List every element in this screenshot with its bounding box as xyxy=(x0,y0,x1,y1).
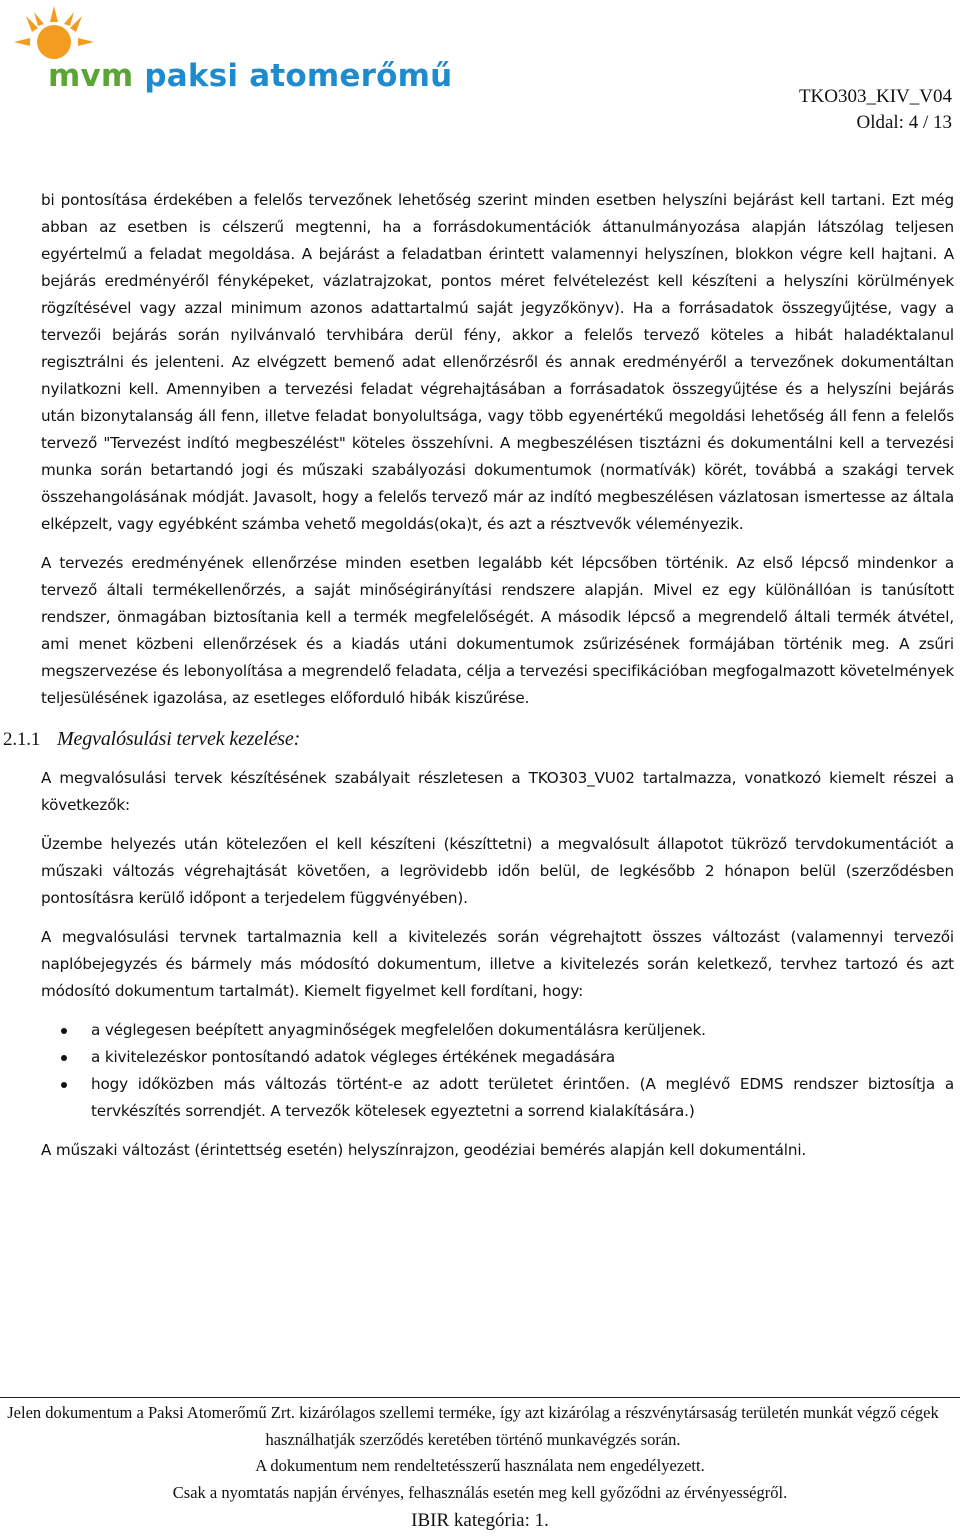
footer-divider xyxy=(0,1397,960,1398)
paragraph-6: A műszaki változást (érintettség esetén) helyszínrajzon, geodéziai bemérés alapján kell dokumentálni. xyxy=(41,1141,807,1159)
document-code: TKO303_KIV_V04 xyxy=(798,86,952,107)
paragraph-5: A megvalósulási tervnek tartalmaznia kell a kivitelezés során végrehajtott összes változást (valamennyi tervezői naplóbejegyzés és bármely más módosító dokumentum, illetve a kivitelezés során keletkező, tervhez tartozó és azt módosító dokumentum tartalmát). Kiemelt figyelmet kell fordítani, hogy: xyxy=(41,928,954,1000)
company-logo xyxy=(4,4,453,96)
logo-mvm: mvm xyxy=(48,58,134,94)
section-title: Megvalósulási tervek kezelése: xyxy=(57,728,301,750)
logo-paksi-atomeromu: paksi atomerőmű xyxy=(144,58,453,94)
bullet-list xyxy=(41,1017,954,1125)
page-number: Oldal: 4 / 13 xyxy=(856,112,952,133)
paragraph-1: bi pontosítása érdekében a felelős tervezőnek lehetőség szerint minden esetben helyszíni bejárást kell tartani. Ezt még abban az esetben is célszerű megtenni, ha a forrásdokumentációk áttanulmányozása alapján látszólag teljesen egyértelmű a feladat megoldása. A bejárást a feladatban érintett valamennyi helyszínen, blokkon végre kell hajtani. A bejárás eredményéről fényképeket, vázlatrajzokat, pontos méret felvételezést kell készíteni a helyszíni körülmények rögzítésével vagy azzal minimum azonos adattartalmú saját jegyzőkönyv). Ha a forrásadatok összegyűjtése, vagy a tervezői bejárás során nyilvánvaló tervhibára derül fény, akkor a felelős tervező köteles a hibát haladéktalanul regisztrálni és jelenteni. Az elvégzett bemenő adat ellenőrzésről és annak eredményéről a tervezőnek dokumentáltan nyilatkozni kell. Amennyiben a tervezési feladat végrehajtásában a forrásadatok összegyűjtése és a helyszíni bejárás után bizonytalanság áll fenn, illetve feladat bonyolultsága, vagy több egyenértékű megoldási lehetőség áll fenn a felelős tervező "Tervezést indító megbeszélést" köteles összehívni. A megbeszélésen tisztázni és dokumentálni kell a tervezési munka során betartandó jogi és műszaki szabályozási dokumentumok (normatívák) körét, továbbá a szakági tervek összehangolásának módját. Javasolt, hogy a felelős tervező már az indító megbeszélésen vázlatosan ismertesse az általa elképzelt, vagy egyébként számba vehető megoldás(oka)t, és azt a résztvevők véleményezik. xyxy=(41,191,954,533)
paragraph-4: Üzembe helyezés után kötelezően el kell készíteni (készíttetni) a megvalósult állapotot tükröző tervdokumentációt a műszaki változás végrehajtását követően, a legrövidebb időn belül, de legkésőbb 2 hónapon belül (szerződésben pontosításra kerülő időpont a terjedelem függvényében). xyxy=(41,835,954,907)
bullet-icon xyxy=(61,1082,67,1088)
paragraph-3: A megvalósulási tervek készítésének szabályait részletesen a TKO303_VU02 tartalmazza, vonatkozó kiemelt részei a következők: xyxy=(41,769,954,814)
list-item xyxy=(41,1044,954,1071)
bullet-icon xyxy=(61,1055,67,1061)
page-header xyxy=(0,0,960,170)
document-body xyxy=(3,187,954,1176)
list-item-text: a véglegesen beépített anyagminőségek megfelelően dokumentálásra kerüljenek. xyxy=(91,1021,706,1039)
section-heading xyxy=(3,724,916,755)
bullet-icon xyxy=(61,1028,67,1034)
logo-wordmark xyxy=(48,58,452,94)
list-item xyxy=(41,1071,954,1125)
list-item xyxy=(41,1017,954,1044)
section-number: 2.1.1 xyxy=(3,729,41,750)
paragraph-2: A tervezés eredményének ellenőrzése minden esetben legalább két lépcsőben történik. Az első lépcső mindenkor a tervező általi termékellenőrzés, a saját minőségirányítási rendszere alapján. Mivel ez egy különállóan is tanúsított rendszer, önmagában biztosítania kell a termék megfelelőségét. A második lépcső a megrendelő általi termék átvétel, ami menet közbeni ellenőrzések és a kiadás utáni dokumentumok zsűrizésének formájában történik meg. A zsűri megszervezése és lebonyolítása a megrendelő feladata, célja a tervezési specifikációban megfogalmazott követelmények teljesülésének igazolása, az esetleges előforduló hibák kiszűrése. xyxy=(41,554,954,707)
footer-ibir-category: IBIR kategória: 1. xyxy=(411,1510,549,1531)
list-item-text: a kivitelezéskor pontosítandó adatok végleges értékének megadására xyxy=(91,1048,616,1066)
footer-notice-usage: A dokumentum nem rendeltetésszerű használata nem engedélyezett. xyxy=(255,1456,705,1475)
list-item-text: hogy időközben más változás történt-e az adott területet érintően. (A meglévő EDMS rendszer biztosítja a tervkészítés sorrendjét. A tervezők kötelesek egyeztetni a sorrend kialakítására.) xyxy=(91,1075,954,1120)
footer-notice-validity: Csak a nyomtatás napján érvényes, felhasználás esetén meg kell győződni az érvényességről. xyxy=(172,1482,788,1502)
footer-notice-ownership: Jelen dokumentum a Paksi Atomerőmű Zrt. kizárólagos szellemi terméke, így azt kizárólag a részvénytársaság területén munkát végző cégek használhatják szerződés keretében történő munkavégzés során. xyxy=(7,1403,939,1449)
page-footer xyxy=(0,1400,960,1536)
document-meta xyxy=(799,84,952,136)
